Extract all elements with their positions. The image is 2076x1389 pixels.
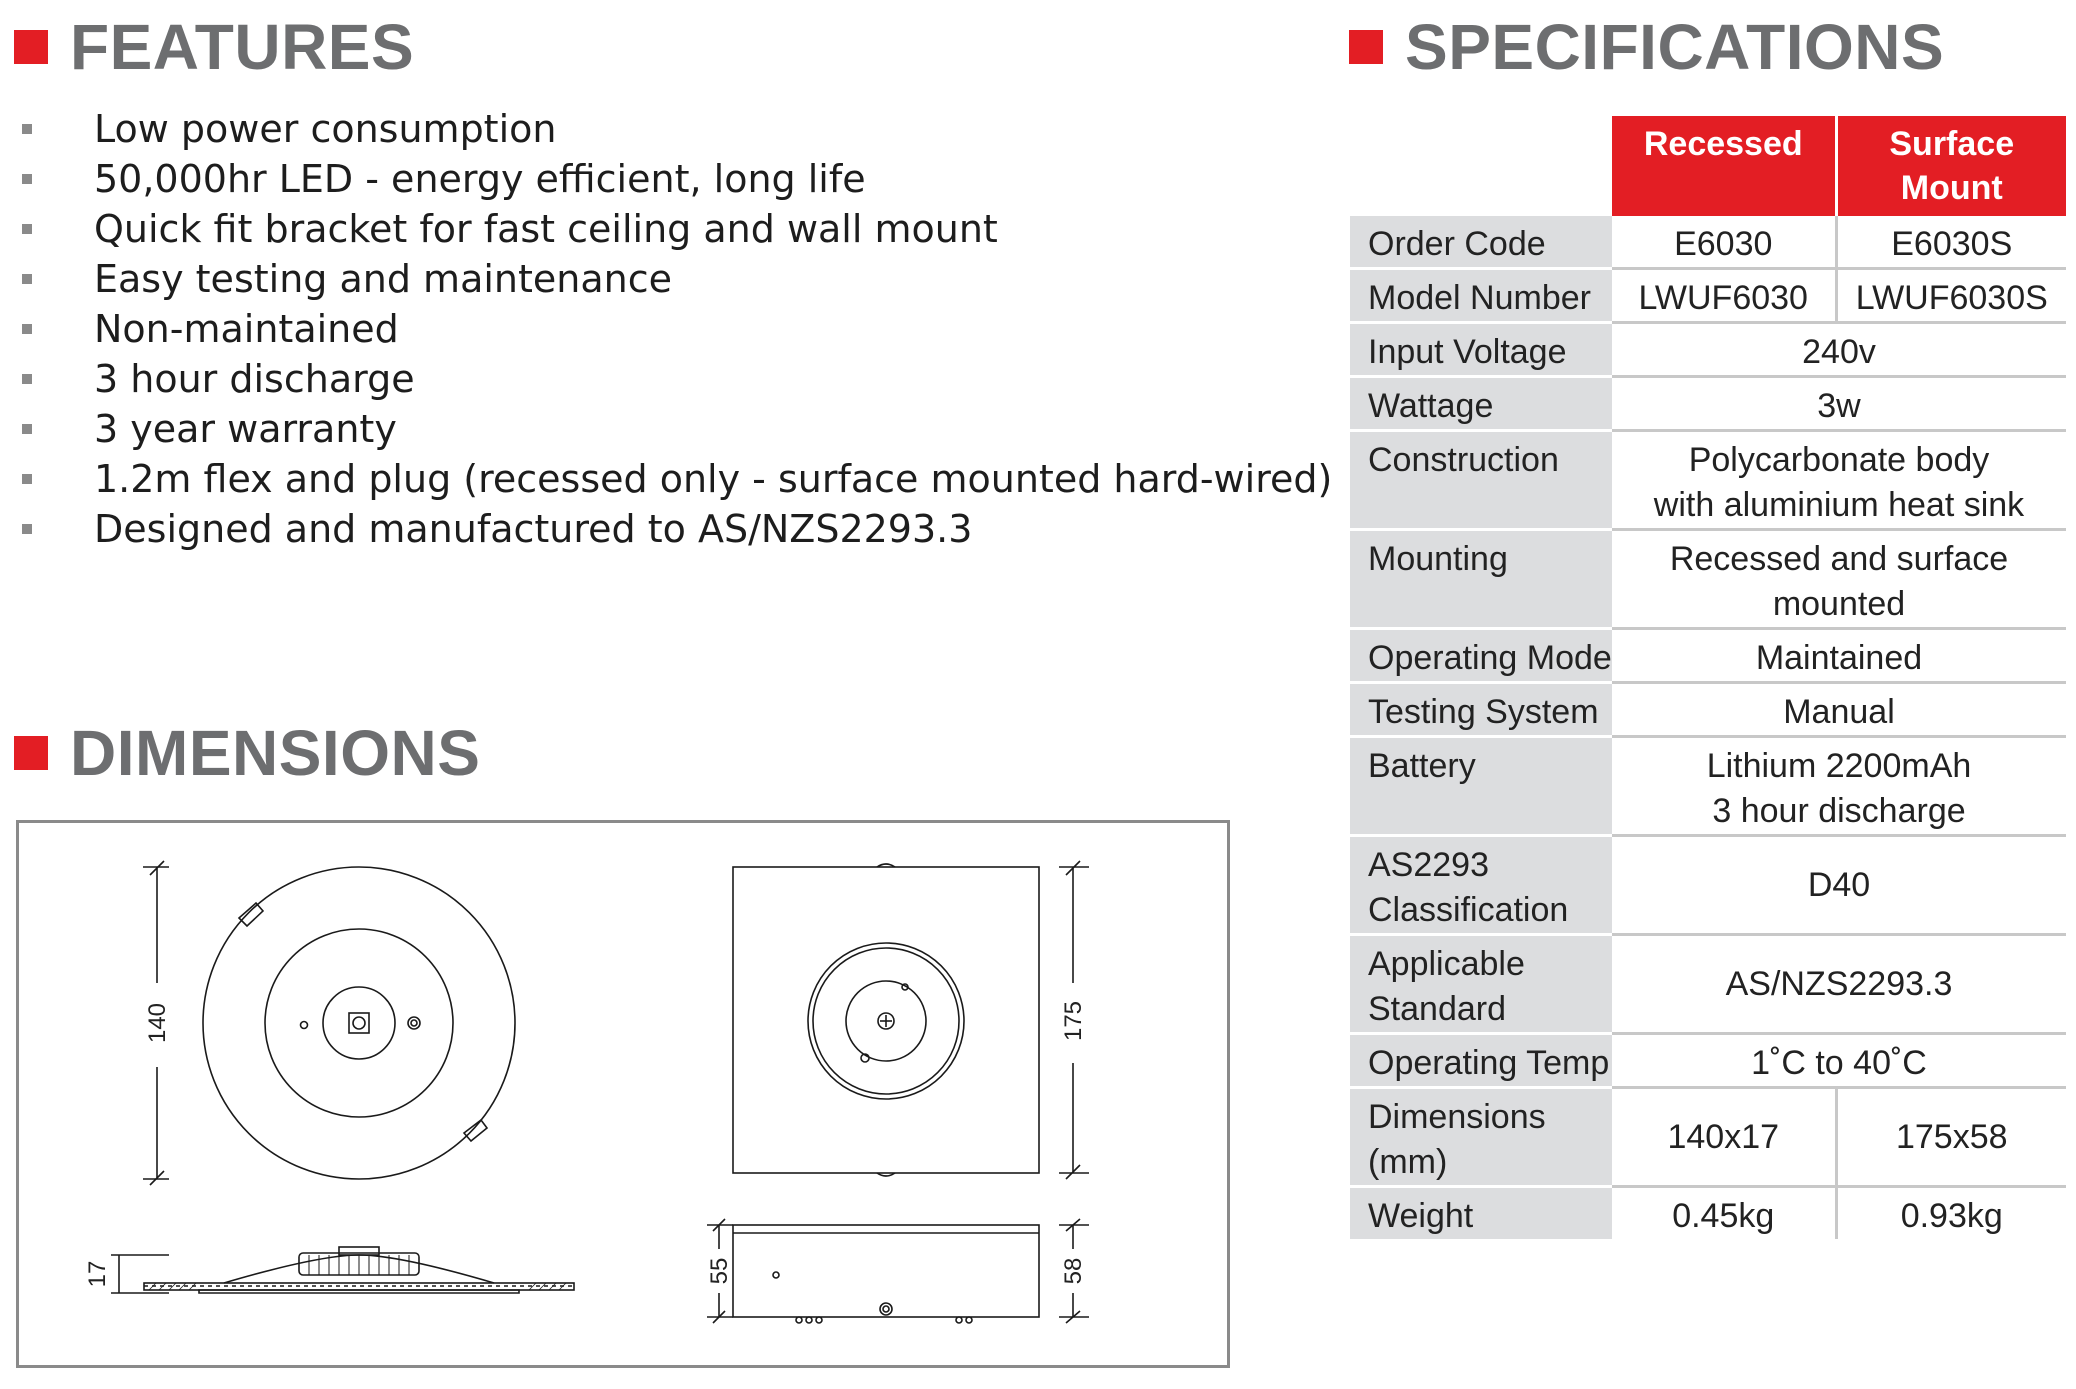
spec-row: [1350, 737, 2066, 836]
spec-value-shared: 3w: [1612, 377, 2066, 431]
square-bullet-icon: [22, 474, 32, 484]
spec-row-label: Wattage: [1350, 377, 1612, 431]
surface-side-view: [733, 1225, 1039, 1323]
spec-row-label-line: Classification: [1368, 891, 1569, 929]
spec-row-label-line: AS2293: [1368, 846, 1489, 884]
spec-value-line: Polycarbonate body: [1688, 441, 1990, 479]
spec-row-label: Operating Temp: [1350, 1034, 1612, 1088]
square-bullet-icon: [22, 174, 32, 184]
spec-header-surface-word2: Mount: [1900, 169, 2003, 207]
spec-header-blank: [1350, 116, 1612, 216]
feature-item: [22, 404, 1332, 454]
feature-text: Low power consumption: [94, 107, 557, 151]
dimensions-svg: [19, 823, 1227, 1365]
spec-row-label: Weight: [1350, 1187, 1612, 1240]
square-bullet-icon: [22, 274, 32, 284]
spec-row: [1350, 1187, 2066, 1240]
label-17: 17: [84, 1260, 111, 1288]
square-bullet-icon: [22, 374, 32, 384]
square-bullet-icon: [22, 524, 32, 534]
spec-value-shared: 1˚C to 40˚C: [1612, 1034, 2066, 1088]
feature-text: 3 year warranty: [94, 407, 397, 451]
spec-value-shared: [1612, 530, 2066, 629]
spec-row-label-line: Standard: [1368, 990, 1506, 1028]
recessed-top-view: [203, 867, 515, 1179]
red-square-icon: [1349, 30, 1383, 64]
feature-text: 1.2m flex and plug (recessed only - surface mounted hard-wired): [94, 457, 1333, 501]
spec-value-surface: 0.93kg: [1836, 1187, 2066, 1240]
feature-item: [22, 354, 1332, 404]
spec-row: [1350, 530, 2066, 629]
features-title: FEATURES: [70, 11, 415, 83]
spec-row-label-line: (mm): [1368, 1143, 1448, 1181]
red-square-icon: [14, 30, 48, 64]
feature-text: Easy testing and maintenance: [94, 257, 672, 301]
spec-row-label: [1350, 1088, 1612, 1187]
spec-row-label: Model Number: [1350, 269, 1612, 323]
feature-text: Non-maintained: [94, 307, 399, 351]
spec-row: [1350, 269, 2066, 323]
spec-row-label: Operating Mode: [1350, 629, 1612, 683]
square-bullet-icon: [22, 424, 32, 434]
spec-value-recessed: LWUF6030: [1612, 269, 1836, 323]
spec-value-line: 3 hour discharge: [1712, 792, 1966, 830]
spec-value-recessed: 140x17: [1612, 1088, 1836, 1187]
spec-row-label-line: Applicable: [1368, 945, 1525, 983]
spec-row: [1350, 216, 2066, 269]
feature-item: [22, 204, 1332, 254]
spec-value-line: mounted: [1772, 585, 1906, 623]
feature-item: [22, 504, 1332, 554]
spec-value-shared: AS/NZS2293.3: [1612, 935, 2066, 1034]
spec-value-shared: D40: [1612, 836, 2066, 935]
square-bullet-icon: [22, 224, 32, 234]
spec-row: [1350, 431, 2066, 530]
label-175: 175: [1060, 1000, 1087, 1042]
spec-header-surface-word1: Surface: [1889, 125, 2015, 163]
spec-value-recessed: E6030: [1612, 216, 1836, 269]
specifications-table: [1350, 116, 2066, 1239]
square-bullet-icon: [22, 124, 32, 134]
feature-text: 50,000hr LED - energy efficient, long life: [94, 157, 866, 201]
spec-value-shared: Maintained: [1612, 629, 2066, 683]
feature-text: Quick fit bracket for fast ceiling and wall mount: [94, 207, 998, 251]
spec-row: [1350, 836, 2066, 935]
spec-value-line: Lithium 2200mAh: [1706, 747, 1972, 785]
feature-item: [22, 254, 1332, 304]
label-140: 140: [144, 1002, 171, 1044]
features-list: [22, 104, 1332, 554]
spec-row-label: Battery: [1350, 737, 1612, 836]
feature-item: [22, 454, 1332, 504]
feature-text: 3 hour discharge: [94, 357, 415, 401]
dimensions-title: DIMENSIONS: [70, 717, 481, 789]
feature-item: [22, 304, 1332, 354]
recessed-side-view: [144, 1247, 574, 1293]
spec-value-surface: E6030S: [1836, 216, 2066, 269]
spec-value-shared: [1612, 737, 2066, 836]
features-heading: [14, 10, 414, 84]
spec-row-label: Mounting: [1350, 530, 1612, 629]
feature-text: Designed and manufactured to AS/NZS2293.3: [94, 507, 973, 551]
spec-value-recessed: 0.45kg: [1612, 1187, 1836, 1240]
spec-header-recessed: Recessed: [1612, 116, 1836, 216]
feature-item: [22, 104, 1332, 154]
spec-value-surface: 175x58: [1836, 1088, 2066, 1187]
spec-header-row: [1350, 116, 2066, 216]
recessed-height-dimension: [111, 1255, 169, 1293]
specifications-title: SPECIFICATIONS: [1405, 11, 1945, 83]
feature-item: [22, 154, 1332, 204]
spec-row: [1350, 935, 2066, 1034]
spec-value-line: Recessed and surface: [1669, 540, 2009, 578]
label-58: 58: [1060, 1257, 1087, 1285]
spec-row-label: Construction: [1350, 431, 1612, 530]
spec-row-label: [1350, 836, 1612, 935]
spec-value-line: with aluminium heat sink: [1653, 486, 2025, 524]
spec-row: [1350, 683, 2066, 737]
square-bullet-icon: [22, 324, 32, 334]
spec-header-surface-mount: [1836, 116, 2066, 216]
dimensions-heading: [14, 716, 480, 790]
spec-value-shared: Manual: [1612, 683, 2066, 737]
spec-row-label: Testing System: [1350, 683, 1612, 737]
spec-row: [1350, 1034, 2066, 1088]
spec-row-label: Order Code: [1350, 216, 1612, 269]
spec-row-label: Input Voltage: [1350, 323, 1612, 377]
spec-row: [1350, 323, 2066, 377]
spec-value-shared: 240v: [1612, 323, 2066, 377]
spec-row-label-line: Dimensions: [1368, 1098, 1546, 1136]
spec-row-label: [1350, 935, 1612, 1034]
label-55: 55: [706, 1257, 733, 1285]
specifications-heading: [1349, 10, 1944, 84]
red-square-icon: [14, 736, 48, 770]
spec-value-shared: [1612, 431, 2066, 530]
surface-top-view: [733, 864, 1039, 1176]
spec-row: [1350, 1088, 2066, 1187]
dimensions-drawing: [16, 820, 1230, 1368]
spec-row: [1350, 629, 2066, 683]
spec-row: [1350, 377, 2066, 431]
spec-value-surface: LWUF6030S: [1836, 269, 2066, 323]
